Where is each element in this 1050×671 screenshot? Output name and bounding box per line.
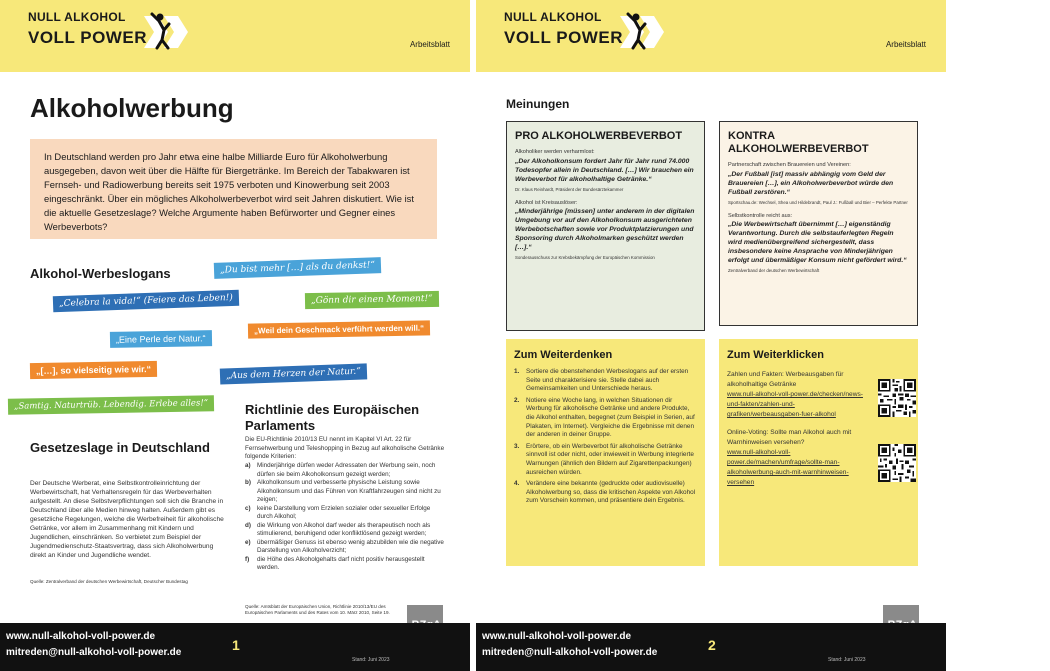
list-item (245, 479, 445, 505)
pro-intro-2: Alkohol ist Kreisauslöser: (515, 199, 578, 206)
worksheet-label: Arbeitsblatt (885, 40, 926, 49)
list-item-text: übermäßiger Genuss ist ebenso wenig abzubilden wie die negative Darstellung von Alkoholverzicht; (257, 538, 444, 554)
task-item (514, 480, 697, 506)
list-item-letter: b) (245, 479, 251, 486)
qr-code-icon[interactable] (878, 379, 916, 417)
contra-intro-1: Partnerschaft zwischen Brauereien und Vereinen: (728, 162, 851, 168)
pro-quote-2: „Minderjährige [müssen] unter anderem in der digitalen Umgebung vor auf den Alkoholkonsum ausgerichteten Werbebotschaften sowie vor Produktplatzierungen und Sponsoring durch Alkoholmarken geschützt werden […].“ (515, 208, 695, 251)
eu-directive-list (245, 462, 445, 573)
spacer (727, 420, 867, 428)
list-item-text: Alkoholkonsum und verbesserte physische Leistung sowie Alkoholkonsum und das Führen von Kraftfahrzeugen sind nicht zu zeigen; (257, 479, 441, 503)
task-text: Notiere eine Woche lang, in welchen Situationen dir Werbung für alkoholische Getränke und andere Produkte, die Alkohol enthalten, begegnet (zum Beispiel in Serien, auf Plakaten, im Internet). Vergleiche die Ergebnisse mit denen der anderen in deiner Gruppe. (526, 396, 695, 439)
slogan-tag: „Aus dem Herzen der Natur.“ (220, 363, 367, 384)
list-item-letter: d) (245, 521, 251, 529)
brand-line-1: NULL ALKOHOL (28, 10, 126, 24)
task-text: Erörtere, ob ein Werbeverbot für alkoholische Getränke sinnvoll ist oder nicht, oder inwieweit in Werbung integrierte Warnungen (ähnlich den Bildern auf Zigarettenpackungen) ausreichen würden. (526, 442, 694, 476)
task-number: 3. (514, 442, 520, 450)
link-label-1: Zahlen und Fakten: Werbeausgaben für alkoholhaltige Getränke (727, 371, 844, 388)
task-list (514, 368, 697, 506)
contra-source-1: Sportschau.de: Wechsel, Shea und Hildebrandt, Paul J.: Fußball und Bier – Perfekte Partner (728, 199, 908, 205)
slogan-tag: „Weil dein Geschmack verführt werden will.“ (248, 320, 430, 338)
eu-directive-heading: Richtlinie des Europäischen Parlaments (245, 402, 420, 433)
footer-website-link[interactable]: www.null-alkohol-voll-power.de (6, 631, 156, 642)
link-facts[interactable]: www.null-alkohol-voll-power.de/checken/news-und-fakten/zahlen-und-grafiken/werbeausgaben-fuer-alkohol (727, 391, 863, 418)
law-heading: Gesetzeslage in Deutschland (30, 440, 210, 455)
page-header (476, 0, 946, 72)
pro-box (506, 121, 705, 331)
law-text: Der Deutsche Werberat, eine Selbstkontrolleinrichtung der Werbewirtschaft, hat Verhaltensregeln für das Werbeverhalten aufgestellt. An diese Selbstverpflichtungen soll sich die Branche in Deutschland über alle Medien hinweg halten. Außerdem gibt es gesetzliche Regelungen, welche die Werbefreiheit für alkoholische Getränke, vor allem im Zusammenhang mit Kindern und Jugendlichen, einschränken. So verbietet zum Beispiel der Jugendmedienschutz-Staatsvertrag, dass sich Alkoholwerbung direkt an Kinder und Jugendliche wendet. (30, 480, 224, 559)
contra-quote-2: „Die Werbewirtschaft übernimmt […] eigenständig Verantwortung. Durch die selbstauferlegten Regeln wird medienübergreifend sichergestellt, dass insbesondere keine Ansprache von Minderjährigen erfolgt und übermäßiger Konsum nicht gefördert wird.“ (728, 221, 907, 264)
slogan-tag: „Gönn dir einen Moment!“ (305, 291, 439, 309)
list-item-text: keine Darstellung vom Erzielen sozialer oder sexueller Erfolge durch Alkohol; (257, 504, 431, 520)
page-title: Alkoholwerbung (30, 93, 234, 123)
task-number: 1. (514, 368, 520, 375)
page-number: 1 (232, 637, 240, 653)
list-item (245, 522, 445, 539)
pro-intro-1: Alkoholiker werden verharmlost: (515, 149, 595, 155)
page-header (0, 0, 470, 72)
list-item (245, 462, 445, 479)
worksheet-page-2 (476, 0, 946, 671)
task-text: Sortiere die obenstehenden Werbeslogans auf der ersten Seite und charakterisiere sie. Stelle dabei auch Gemeinsamkeiten und Unterschiede heraus. (526, 368, 689, 393)
brand-logo-icon (138, 10, 198, 54)
law-source: Quelle: Zentralverband der deutschen Werbewirtschaft, Deutscher Bundestag (30, 579, 188, 584)
opinions-heading: Meinungen (506, 97, 570, 111)
list-item (245, 539, 445, 556)
task-text: Verändere eine bekannte (gedruckte oder audiovisuelle) Alkoholwerbung so, dass die kritischen Aspekte von Alkohol zum Vorschein kommen, und präsentiere dein Ergebnis. (526, 480, 696, 505)
contra-intro-2: Selbstkontrolle reicht aus: (728, 212, 793, 219)
task-item (514, 443, 697, 477)
pro-source-1: Dr. Klaus Reinhardt, Präsident der Bundesärztekammer (515, 186, 624, 192)
footer-date: Stand: Juni 2023 (828, 657, 866, 663)
click-further-content (727, 370, 867, 488)
slogan-tag: „Celebra la vida!“ (Feiere das Leben!) (53, 290, 239, 312)
contra-title: KONTRA ALKOHOLWERBEVERBOT (728, 130, 869, 155)
page-footer (0, 623, 470, 671)
contra-quote-1: „Der Fußball [ist] massiv abhängig vom Geld der Brauereien […], ein Alkoholwerbeverbot würde den Fußball zerstören.“ (728, 170, 894, 196)
footer-date: Stand: Juni 2023 (352, 657, 390, 663)
list-item-letter: c) (245, 504, 251, 512)
brand-line-2: VOLL POWER (28, 28, 147, 47)
pro-title: PRO ALKOHOLWERBEVERBOT (515, 130, 683, 142)
worksheet-label: Arbeitsblatt (409, 40, 450, 49)
brand-logo-icon (614, 10, 674, 54)
list-item-text: Minderjährige dürfen weder Adressaten der Werbung sein, noch dürfen sie beim Alkoholkonsum gezeigt werden; (257, 462, 436, 478)
click-further-title: Zum Weiterklicken (727, 349, 824, 361)
list-item-text: die Wirkung von Alkohol darf weder als therapeutisch noch als stimulierend, beruhigend oder konfliktlösend gezeigt werden; (257, 521, 431, 537)
list-item-letter: a) (245, 462, 251, 469)
think-further-box (506, 339, 705, 566)
slogan-tag: „Samtig. Naturtrüb. Lebendig. Erlebe alles!“ (8, 395, 214, 415)
task-item (514, 368, 697, 394)
worksheet-page-1 (0, 0, 470, 671)
list-item-letter: e) (245, 538, 251, 546)
contra-source-2: Zentralverband der deutschen Werbewirtschaft (728, 268, 820, 273)
footer-email-link[interactable]: mitreden@null-alkohol-voll-power.de (6, 647, 182, 658)
task-number: 2. (514, 396, 520, 404)
list-item-letter: f) (245, 555, 250, 563)
slogan-tag: „Eine Perle der Natur.“ (110, 330, 212, 348)
eu-directive-source: Quelle: Amtsblatt der Europäischen Union, Richtlinie 2010/13/EU des Europäischen Parlaments und des Rates vom 10. März 2010, Seite 19. (245, 604, 390, 615)
brand-line-2: VOLL POWER (504, 28, 623, 47)
footer-email-link[interactable]: mitreden@null-alkohol-voll-power.de (482, 647, 658, 658)
intro-box: In Deutschland werden pro Jahr etwa eine halbe Milliarde Euro für Alkoholwerbung ausgegeben, davon weit über die Hälfte für Biergetränke. Im Bereich der Tabakwaren ist Fernseh- und Radiowerbung bereits seit 1975 verboten und Kinowerbung seit 2003 eingeschränkt. Über ein mögliches Alkoholwerbeverbot wird seit Jahren diskutiert. Wie ist die aktuelle Gesetzeslage? Welche Argumente haben Befürworter und Gegner eines Werbeverbots? (30, 139, 437, 239)
footer-website-link[interactable]: www.null-alkohol-voll-power.de (482, 631, 632, 642)
page-footer (476, 623, 946, 671)
task-number: 4. (514, 480, 520, 488)
link-voting[interactable]: www.null-alkohol-voll-power.de/machen/umfrage/sollte-man-alkoholwerbung-auch-mit-warnhinweisen-versehen (727, 449, 849, 486)
list-item (245, 556, 445, 573)
contra-box (719, 121, 918, 326)
page-number: 2 (708, 637, 716, 653)
list-item (245, 505, 445, 522)
task-item (514, 397, 697, 440)
link-label-2: Online-Voting: Sollte man Alkohol auch mit Warnhinweisen versehen? (727, 429, 852, 446)
slogans-heading: Alkohol-Werbeslogans (30, 266, 171, 281)
think-further-title: Zum Weiterdenken (514, 349, 613, 361)
eu-directive-intro: Die EU-Richtlinie 2010/13 EU nennt im Kapitel VI Art. 22 für Fernsehwerbung und Teleshopping in Bezug auf alkoholische Getränke folgende Kriterien: (245, 436, 445, 460)
list-item-text: die Höhe des Alkoholgehalts darf nicht positiv herausgestellt werden. (257, 555, 425, 571)
qr-code-icon[interactable] (878, 444, 916, 482)
slogan-tag: „[…], so vielseitig wie wir.“ (30, 361, 157, 379)
slogan-tag: „Du bist mehr […] als du denkst!“ (214, 257, 381, 279)
brand-line-1: NULL ALKOHOL (504, 10, 602, 24)
pro-source-2: Sonderausschuss zur Krebsbekämpfung der Europäischen Kommission (515, 255, 655, 260)
pro-quote-1: „Der Alkoholkonsum fordert Jahr für Jahr rund 74.000 Todesopfer allein in Deutschland. […] Wir brauchen ein Werbeverbot für alkoholhaltige Getränke.“ (515, 157, 694, 183)
